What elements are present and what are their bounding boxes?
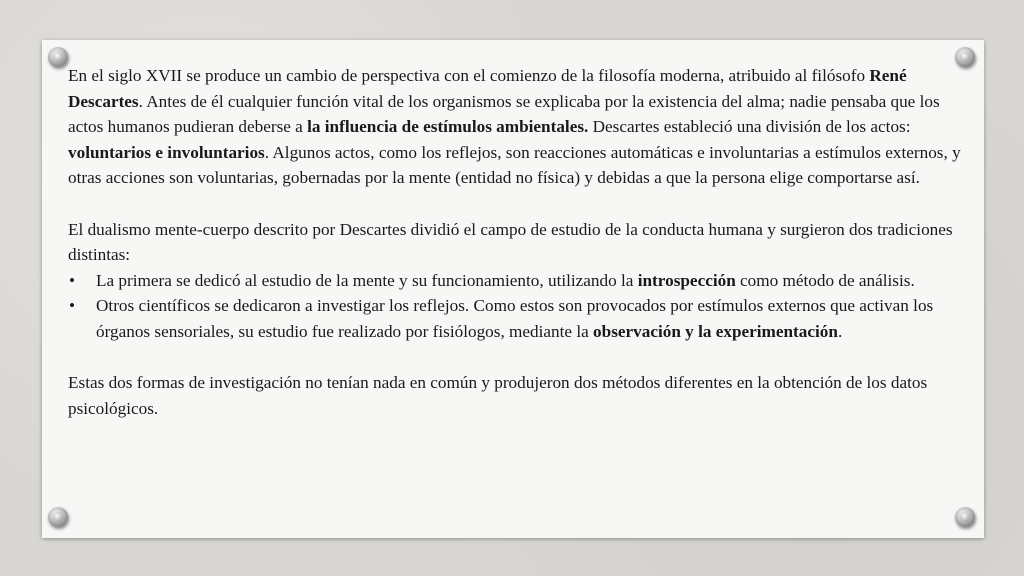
paragraph-dualismo (68, 217, 968, 268)
list-item (68, 293, 968, 344)
slide-text-body (68, 63, 968, 421)
bold-term-observacion-experimentacion: observación y la experimentación (593, 321, 838, 341)
text-run: como método de análisis. (735, 270, 915, 290)
list-item (68, 268, 968, 294)
text-run: La primera se dedicó al estudio de la mente y su funcionamiento, utilizando la (96, 270, 638, 290)
text-run: Estas dos formas de investigación no tenían nada en común y produjeron dos métodos diferentes en la obtención de los datos psicológicos. (68, 373, 928, 418)
bullet-marker: • (69, 270, 76, 290)
pushpin-icon (955, 507, 975, 527)
bold-term-rene-descartes: René Descartes (68, 66, 907, 111)
paragraph-spacer (68, 191, 968, 217)
text-run: Descartes estableció una división de los actos: (588, 117, 911, 137)
bullet-list (68, 268, 968, 345)
text-run: Otros científicos se dedicaron a investigar los reflejos. Como estos son provocados por estímulos externos que activan los órganos sensoriales, su estudio fue realizado por fisiólogos, mediante la (96, 296, 934, 341)
text-run: . Algunos actos, como los reflejos, son reacciones automáticas e involuntarias a estímulos externos, y otras acciones son voluntarias, gobernadas por la mente (entidad no física) y debidas a que la persona elige comportarse así. (68, 142, 961, 188)
paragraph-spacer (68, 345, 968, 371)
bold-term-estimulos-ambientales: la influencia de estímulos ambientales. (307, 117, 589, 137)
text-run: . (837, 321, 843, 341)
paragraph-descartes (68, 63, 968, 191)
text-run: El dualismo mente-cuerpo descrito por Descartes dividió el campo de estudio de la conducta humana y surgieron dos tradiciones distintas: (68, 219, 953, 265)
pushpin-icon (48, 507, 68, 527)
text-run: . Antes de él cualquier función vital de los organismos se explicaba por la existencia del alma; nadie pensaba que los actos humanos pudieran deberse a (68, 91, 940, 137)
paragraph-conclusion (68, 370, 968, 421)
text-run: En el siglo XVII se produce un cambio de perspectiva con el comienzo de la filosofía moderna, atribuido al filósofo (68, 66, 870, 85)
bold-term-introspeccion: introspección (637, 270, 736, 290)
pushpin-icon (48, 47, 68, 67)
bullet-marker: • (69, 296, 76, 316)
bold-term-voluntarios-involuntarios: voluntarios e involuntarios (68, 142, 265, 162)
